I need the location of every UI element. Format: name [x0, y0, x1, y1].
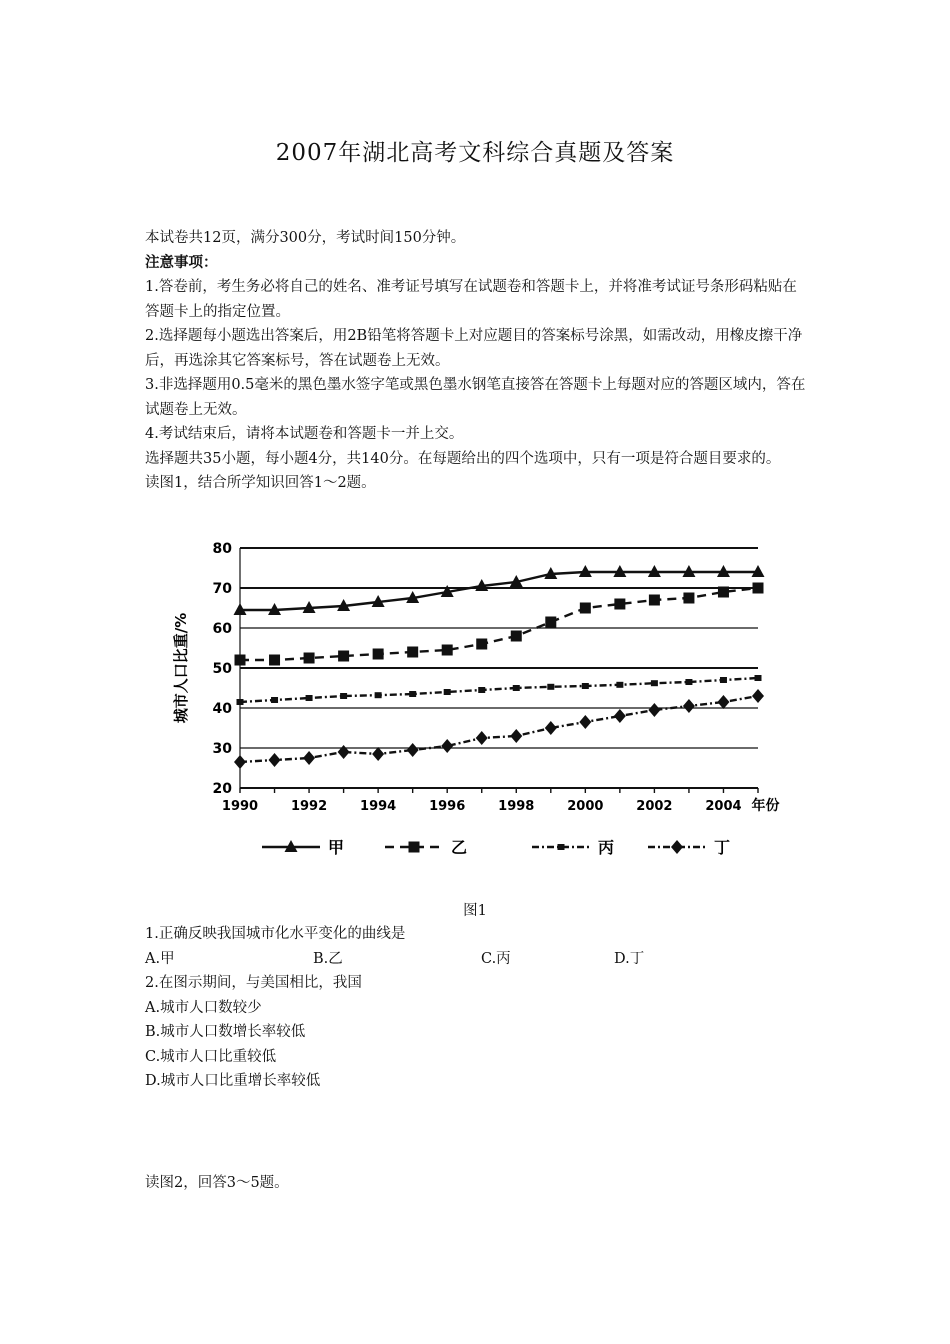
- data-point: [752, 689, 764, 703]
- data-point: [614, 599, 625, 610]
- data-point: [651, 680, 658, 686]
- legend-label: 甲: [328, 838, 345, 857]
- data-point: [614, 709, 626, 723]
- figure-caption: 图1: [463, 903, 487, 919]
- data-point: [545, 721, 557, 735]
- data-point: [510, 729, 522, 743]
- data-point: [755, 675, 762, 681]
- data-point: [545, 617, 556, 628]
- exam-instructions: [145, 226, 810, 496]
- data-point: [269, 655, 280, 666]
- y-tick-label: 20: [212, 781, 232, 797]
- note-item: 4.考试结束后，请将本试题卷和答题卡一并上交。: [145, 426, 464, 442]
- data-point: [476, 639, 487, 650]
- question-stem: 1.正确反映我国城市化水平变化的曲线是: [145, 926, 406, 942]
- option-a: A.甲: [145, 950, 175, 967]
- data-point: [649, 595, 660, 606]
- data-point: [234, 755, 246, 769]
- option-a: A.城市人口数较少: [145, 999, 262, 1016]
- data-point: [271, 697, 278, 703]
- data-point: [306, 695, 313, 701]
- question-options: [145, 947, 810, 972]
- questions: [145, 922, 810, 1094]
- data-point: [478, 687, 485, 693]
- data-point: [442, 645, 453, 656]
- data-point: [579, 715, 591, 729]
- data-point: [648, 703, 660, 717]
- y-tick-label: 80: [212, 541, 232, 557]
- data-point: [580, 603, 591, 614]
- data-point: [616, 682, 623, 688]
- x-tick-label: 1998: [498, 799, 535, 814]
- data-point: [407, 743, 419, 757]
- question-stem: 2.在图示期间，与美国相比，我国: [145, 975, 362, 991]
- x-axis-label: 年份: [751, 798, 780, 814]
- read-figure-2: 读图2，回答3～5题。: [145, 1175, 289, 1191]
- data-point: [338, 745, 350, 759]
- data-point: [547, 684, 554, 690]
- data-point: [718, 587, 729, 598]
- y-tick-label: 60: [212, 621, 232, 637]
- data-point: [373, 649, 384, 660]
- data-point: [237, 699, 244, 705]
- legend-marker: [409, 842, 420, 853]
- y-tick-label: 70: [212, 581, 232, 597]
- data-point: [269, 753, 281, 767]
- series-line-3: [240, 678, 758, 702]
- legend-label: 丙: [598, 838, 615, 857]
- x-tick-label: 1992: [290, 799, 328, 814]
- urbanization-line-chart: [170, 532, 790, 872]
- data-point: [717, 695, 729, 709]
- option-b: B.乙: [313, 950, 343, 967]
- legend-label: 丁: [714, 838, 731, 857]
- x-tick-label: 1994: [360, 799, 397, 814]
- option-c: C.城市人口比重较低: [145, 1048, 277, 1065]
- series-line-4: [240, 696, 758, 762]
- note-item: 3.非选择题用0.5毫米的黑色墨水签字笔或黑色墨水钢笔直接答在答题卡上每题对应的答题区域内，答在试题卷上无效。: [145, 377, 806, 418]
- data-point: [375, 692, 382, 698]
- data-point: [683, 699, 695, 713]
- data-point: [340, 693, 347, 699]
- legend-marker: [558, 844, 565, 850]
- notes-heading: 注意事项：: [145, 253, 218, 271]
- data-point: [338, 651, 349, 662]
- page-title: 2007年湖北高考文科综合真题及答案: [275, 140, 675, 166]
- data-point: [441, 739, 453, 753]
- data-point: [685, 679, 692, 685]
- data-point: [582, 683, 589, 689]
- data-point: [372, 747, 384, 761]
- series-line-2: [240, 588, 758, 660]
- x-tick-label: 1990: [221, 799, 259, 814]
- exam-info: 本试卷共12页，满分300分，考试时间150分钟。: [145, 230, 466, 246]
- data-point: [409, 691, 416, 697]
- option-d: D.丁: [614, 950, 645, 967]
- data-point: [303, 751, 315, 765]
- x-tick-label: 2002: [636, 799, 673, 814]
- x-tick-label: 2004: [705, 799, 742, 814]
- legend-label: 乙: [451, 838, 468, 857]
- option-d: D.城市人口比重增长率较低: [145, 1073, 321, 1089]
- y-tick-label: 50: [212, 661, 232, 677]
- note-item: 2.选择题每小题选出答案后，用2B铅笔将答题卡上对应题目的答案标号涂黑，如需改动，用橡皮擦干净后，再选涂其它答案标号，答在试题卷上无效。: [145, 328, 803, 369]
- data-point: [235, 655, 246, 666]
- option-c: C.丙: [481, 950, 511, 967]
- choice-intro: 选择题共35小题，每小题4分，共140分。在每题给出的四个选项中，只有一项是符合题目要求的。: [145, 450, 781, 467]
- data-point: [753, 583, 764, 594]
- data-point: [444, 689, 451, 695]
- y-axis-label: 城市人口比重/%: [172, 612, 190, 724]
- figure-1-chart: [170, 532, 790, 872]
- data-point: [407, 647, 418, 658]
- data-point: [511, 631, 522, 642]
- data-point: [720, 677, 727, 683]
- data-point: [683, 593, 694, 604]
- note-item: 1.答卷前，考生务必将自己的姓名、准考证号填写在试题卷和答题卡上，并将准考试证号条形码粘贴在答题卡上的指定位置。: [145, 279, 797, 320]
- y-tick-label: 40: [212, 701, 232, 717]
- x-tick-label: 1996: [429, 799, 466, 814]
- data-point: [476, 731, 488, 745]
- y-tick-label: 30: [212, 741, 232, 757]
- data-point: [304, 653, 315, 664]
- read-figure-1: 读图1，结合所学知识回答1～2题。: [145, 475, 376, 491]
- data-point: [513, 685, 520, 691]
- x-tick-label: 2000: [567, 799, 604, 814]
- option-b: B.城市人口数增长率较低: [145, 1024, 306, 1040]
- legend-marker: [671, 840, 683, 854]
- series-line-1: [240, 572, 758, 610]
